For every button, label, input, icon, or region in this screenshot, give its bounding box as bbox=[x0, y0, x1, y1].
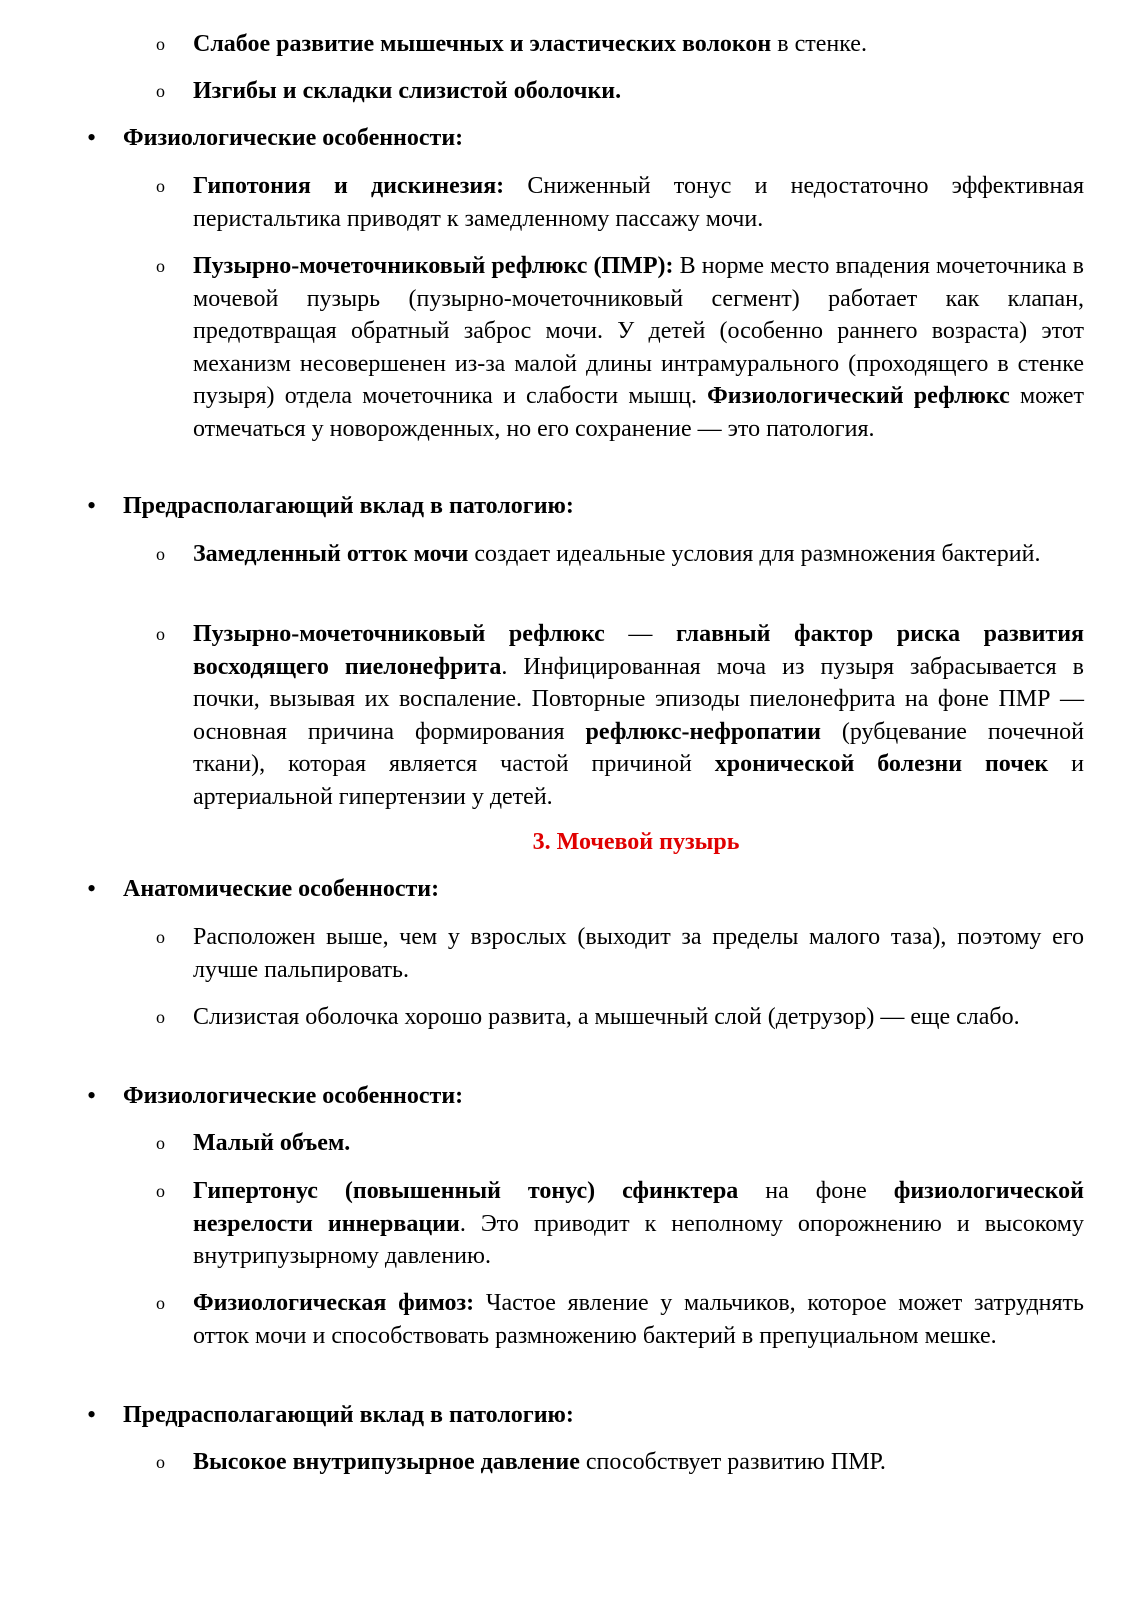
list-item bbox=[156, 250, 1084, 445]
section-heading: • Предрасполагающий вклад в патологию: bbox=[123, 1399, 1083, 1432]
item-bold: Физиологический рефлюкс bbox=[707, 383, 1010, 409]
item-bold: Изгибы и складки слизистой оболочки. bbox=[193, 78, 622, 104]
list-item bbox=[156, 1127, 1084, 1160]
item-text: . Инфицированная моча из пузыря забрасывается в почки, вызывая их воспаление. Повторные эпизоды пиелонефрита на фоне ПМР — основная причина формирования bbox=[193, 653, 1084, 745]
circle-bullet-icon: o bbox=[156, 256, 165, 276]
circle-bullet-icon: o bbox=[156, 34, 165, 54]
item-bold: хронической болезни почек bbox=[714, 751, 1049, 777]
circle-bullet-icon: o bbox=[156, 624, 165, 644]
section-heading: • Анатомические особенности: bbox=[123, 873, 1083, 906]
item-text: создает идеальные условия для размножения бактерий. bbox=[468, 541, 1041, 567]
item-text: Частое явление у мальчиков, которое может затруднять отток мочи и способствовать размножению бактерий в препуциальном мешке. bbox=[193, 1290, 1084, 1349]
item-text: В норме место впадения мочеточника в мочевой пузырь (пузырно-мочеточниковый сегмент) работает как клапан, предотвращая обратный заброс мочи. У детей (особенно раннего возраста) этот механизм несовершенен из-за малой длины интрамурального (проходящего в стенке пузыря) отдела мочеточника и слабости мышц. bbox=[193, 253, 1084, 409]
item-text: Сниженный тонус и недостаточно эффективная перистальтика приводят к замедленному пассажу мочи. bbox=[193, 173, 1085, 232]
list-item bbox=[156, 1001, 1084, 1034]
bullet-icon: • bbox=[87, 874, 97, 903]
item-bold: рефлюкс-нефропатии bbox=[585, 718, 821, 745]
item-bold: Слабое развитие мышечных и эластических волокон bbox=[193, 31, 772, 57]
item-bold: Малый объем. bbox=[193, 1130, 351, 1156]
item-text: способствует развитию ПМР. bbox=[579, 1449, 886, 1475]
list-item bbox=[156, 170, 1085, 235]
circle-bullet-icon: o bbox=[156, 1133, 165, 1153]
list-item bbox=[156, 28, 1084, 61]
bullet-icon: • bbox=[87, 123, 97, 152]
circle-bullet-icon: o bbox=[156, 1293, 165, 1313]
list-item bbox=[156, 921, 1084, 986]
list-item bbox=[156, 1175, 1085, 1273]
list-item bbox=[156, 1446, 1084, 1479]
item-text: на фоне bbox=[738, 1178, 894, 1204]
item-text: Слизистая оболочка хорошо развита, а мышечный слой (детрузор) — еще слабо. bbox=[193, 1004, 1020, 1030]
item-bold: Высокое внутрипузырное давление bbox=[193, 1449, 580, 1475]
item-text: Расположен выше, чем у взрослых (выходит за пределы малого таза), поэтому его лучше пальпировать. bbox=[193, 924, 1084, 983]
section-heading: • Предрасполагающий вклад в патологию: bbox=[123, 490, 1083, 523]
circle-bullet-icon: o bbox=[156, 544, 165, 564]
item-bold: Физиологическая фимоз: bbox=[193, 1290, 475, 1316]
item-bold: Гипертонус (повышенный тонус) сфинктера bbox=[193, 1178, 739, 1204]
item-bold: Гипотония и дискинезия: bbox=[193, 173, 505, 199]
item-text: (рубцевание почечной ткани), которая является частой причиной bbox=[193, 718, 1084, 777]
circle-bullet-icon: o bbox=[156, 1452, 165, 1472]
item-text: — bbox=[604, 621, 676, 647]
section-heading: • Физиологические особенности: bbox=[123, 1080, 1083, 1113]
item-text: и артериальной гипертензии у детей. bbox=[193, 751, 1085, 810]
circle-bullet-icon: o bbox=[156, 81, 165, 101]
item-bold: Замедленный отток мочи bbox=[193, 541, 469, 567]
section-heading: • Физиологические особенности: bbox=[123, 122, 1083, 155]
bullet-icon: • bbox=[87, 1081, 97, 1110]
item-bold: Пузырно-мочеточниковый рефлюкс (ПМР): bbox=[193, 253, 674, 279]
item-bold: Пузырно-мочеточниковый рефлюкс bbox=[193, 621, 605, 647]
circle-bullet-icon: o bbox=[156, 1007, 165, 1027]
circle-bullet-icon: o bbox=[156, 927, 165, 947]
bullet-icon: • bbox=[87, 491, 97, 520]
item-bold: главный фактор риска развития восходящего пиелонефрита bbox=[193, 621, 1084, 680]
item-text: в стенке. bbox=[771, 31, 867, 57]
circle-bullet-icon: o bbox=[156, 1181, 165, 1201]
list-item bbox=[156, 75, 1084, 108]
item-bold: физиологической незрелости иннервации bbox=[193, 1178, 1085, 1237]
list-item bbox=[156, 538, 1084, 571]
list-item bbox=[156, 1287, 1084, 1352]
list-item bbox=[156, 618, 1085, 813]
item-text: . Это приводит к неполному опорожнению и высокому внутрипузырному давлению. bbox=[193, 1210, 1084, 1269]
circle-bullet-icon: o bbox=[156, 176, 165, 196]
bullet-icon: • bbox=[87, 1400, 97, 1429]
section-title: 3. Мочевой пузырь bbox=[532, 829, 740, 855]
item-text: может отмечаться у новорожденных, но его сохранение — это патология. bbox=[193, 383, 1084, 442]
